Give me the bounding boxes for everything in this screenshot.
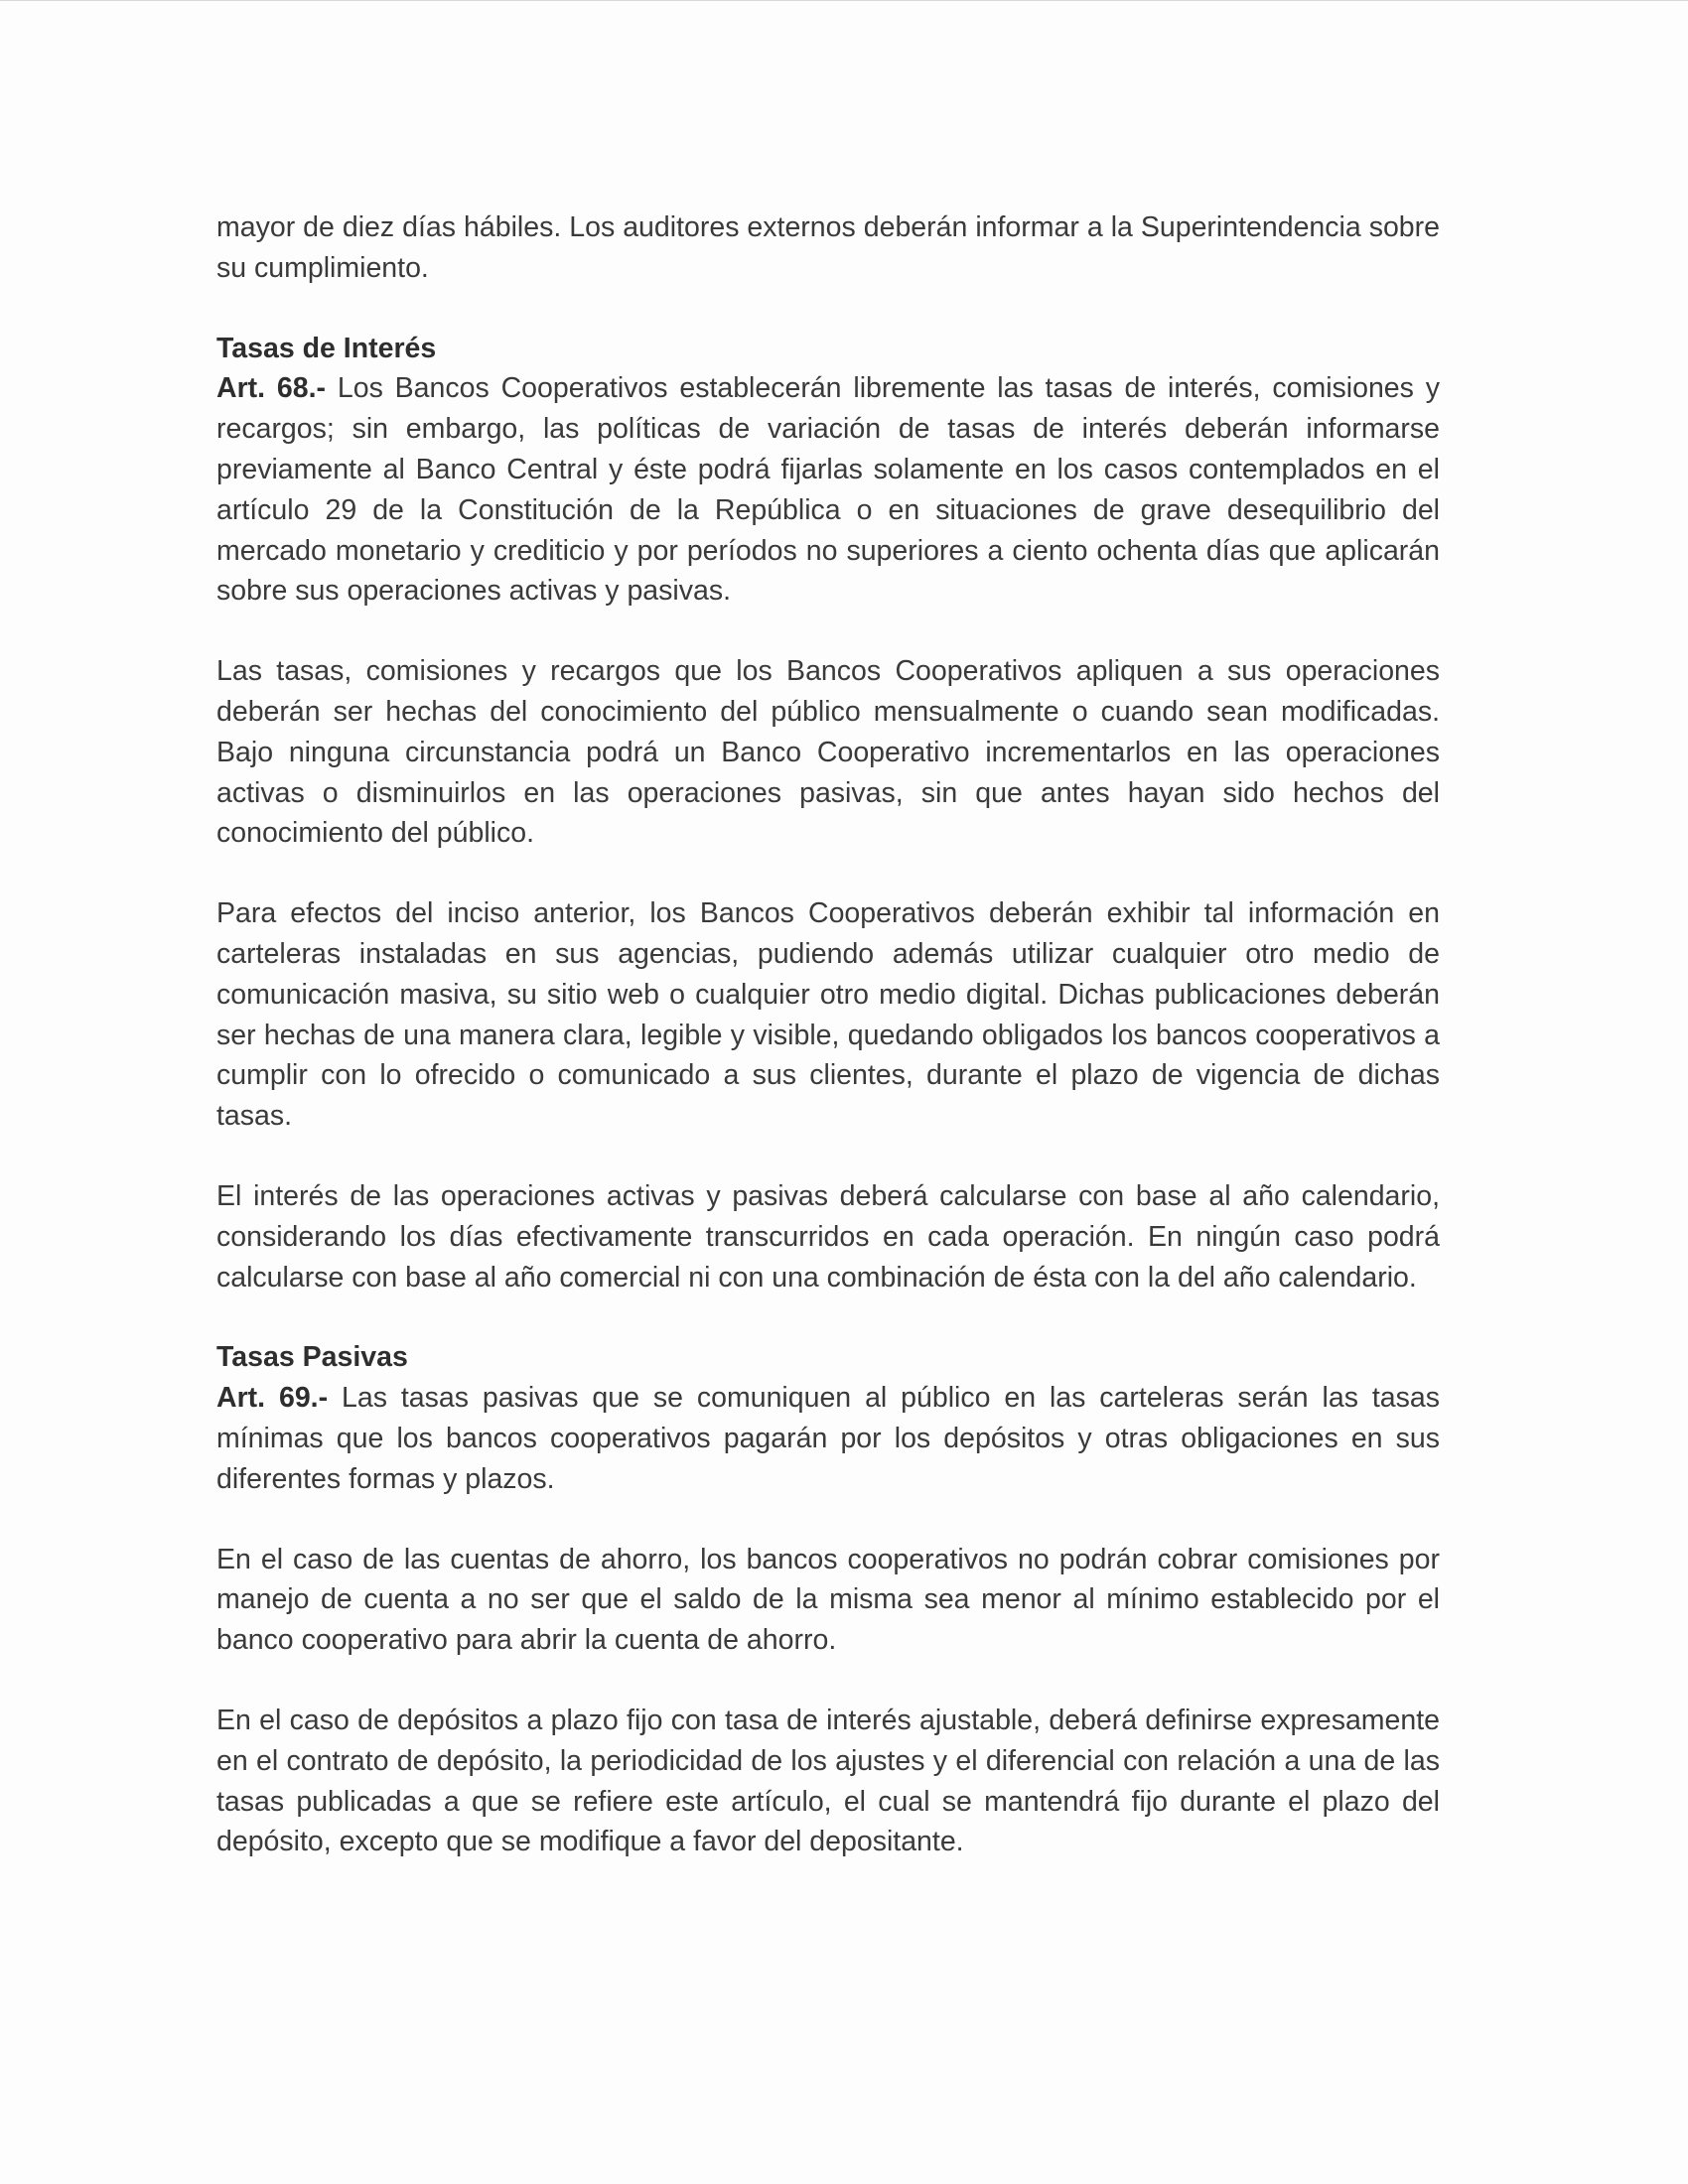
article-69 (216, 1378, 1440, 1499)
section-heading: Tasas de Interés (216, 332, 437, 364)
article-label: Art. 68.- (216, 372, 327, 405)
paragraph: En el caso de depósitos a plazo fijo con tasa de interés ajustable, deberá definirse expresamente en el contrato de depósito, la periodicidad de los ajustes y el diferencial con relación a una de las tasas publicadas a que se refiere este artículo, el cual se mantendrá fijo durante el plazo del depósito, excepto que se modifique a favor del depositante. (216, 1704, 1440, 1858)
article-68 (216, 368, 1440, 612)
document-body (216, 207, 1440, 1862)
article-text: Los Bancos Cooperativos establecerán libremente las tasas de interés, comisiones y recargos; sin embargo, las políticas de variación de tasas de interés deberán informarse previamente al Banco Central y éste podrá fijarlas solamente en los casos contemplados en el artículo 29 de la Constitución de la República o en situaciones de grave desequilibrio del mercado monetario y crediticio y por períodos no superiores a ciento ochenta días que aplicarán sobre sus operaciones activas y pasivas. (216, 372, 1440, 608)
paragraph: Las tasas, comisiones y recargos que los Bancos Cooperativos apliquen a sus operaciones deberán ser hechas del conocimiento del público mensualmente o cuando sean modificadas. Bajo ninguna circunstancia podrá un Banco Cooperativo incrementarlos en las operaciones activas o disminuirlos en las operaciones pasivas, sin que antes hayan sido hechos del conocimiento del público. (216, 655, 1440, 850)
paragraph: En el caso de las cuentas de ahorro, los bancos cooperativos no podrán cobrar comisiones por manejo de cuenta a no ser que el saldo de la misma sea menor al mínimo establecido por el banco cooperativo para abrir la cuenta de ahorro. (216, 1543, 1440, 1657)
article-text: Las tasas pasivas que se comuniquen al público en las carteleras serán las tasas mínimas que los bancos cooperativos pagarán por los depósitos y otras obligaciones en sus diferentes formas y plazos. (216, 1382, 1440, 1495)
article-label: Art. 69.- (216, 1382, 329, 1415)
section-tasas-pasivas (216, 1337, 1440, 1862)
paragraph: El interés de las operaciones activas y pasivas deberá calcularse con base al año calendario, considerando los días efectivamente transcurridos en cada operación. En ningún caso podrá calcularse con base al año comercial ni con una combinación de ésta con la del año calendario. (216, 1179, 1440, 1294)
section-heading: Tasas Pasivas (216, 1341, 408, 1374)
intro-paragraph: mayor de diez días hábiles. Los auditores externos deberán informar a la Superintendencia sobre su cumplimiento. (216, 211, 1440, 284)
section-tasas-de-interes (216, 329, 1440, 1298)
paragraph: Para efectos del inciso anterior, los Bancos Cooperativos deberán exhibir tal información en carteleras instaladas en sus agencias, pudiendo además utilizar cualquier otro medio de comunicación masiva, su sitio web o cualquier otro medio digital. Dichas publicaciones deberán ser hechas de una manera clara, legible y visible, quedando obligados los bancos cooperativos a cumplir con lo ofrecido o comunicado a sus clientes, durante el plazo de vigencia de dichas tasas. (216, 897, 1440, 1133)
